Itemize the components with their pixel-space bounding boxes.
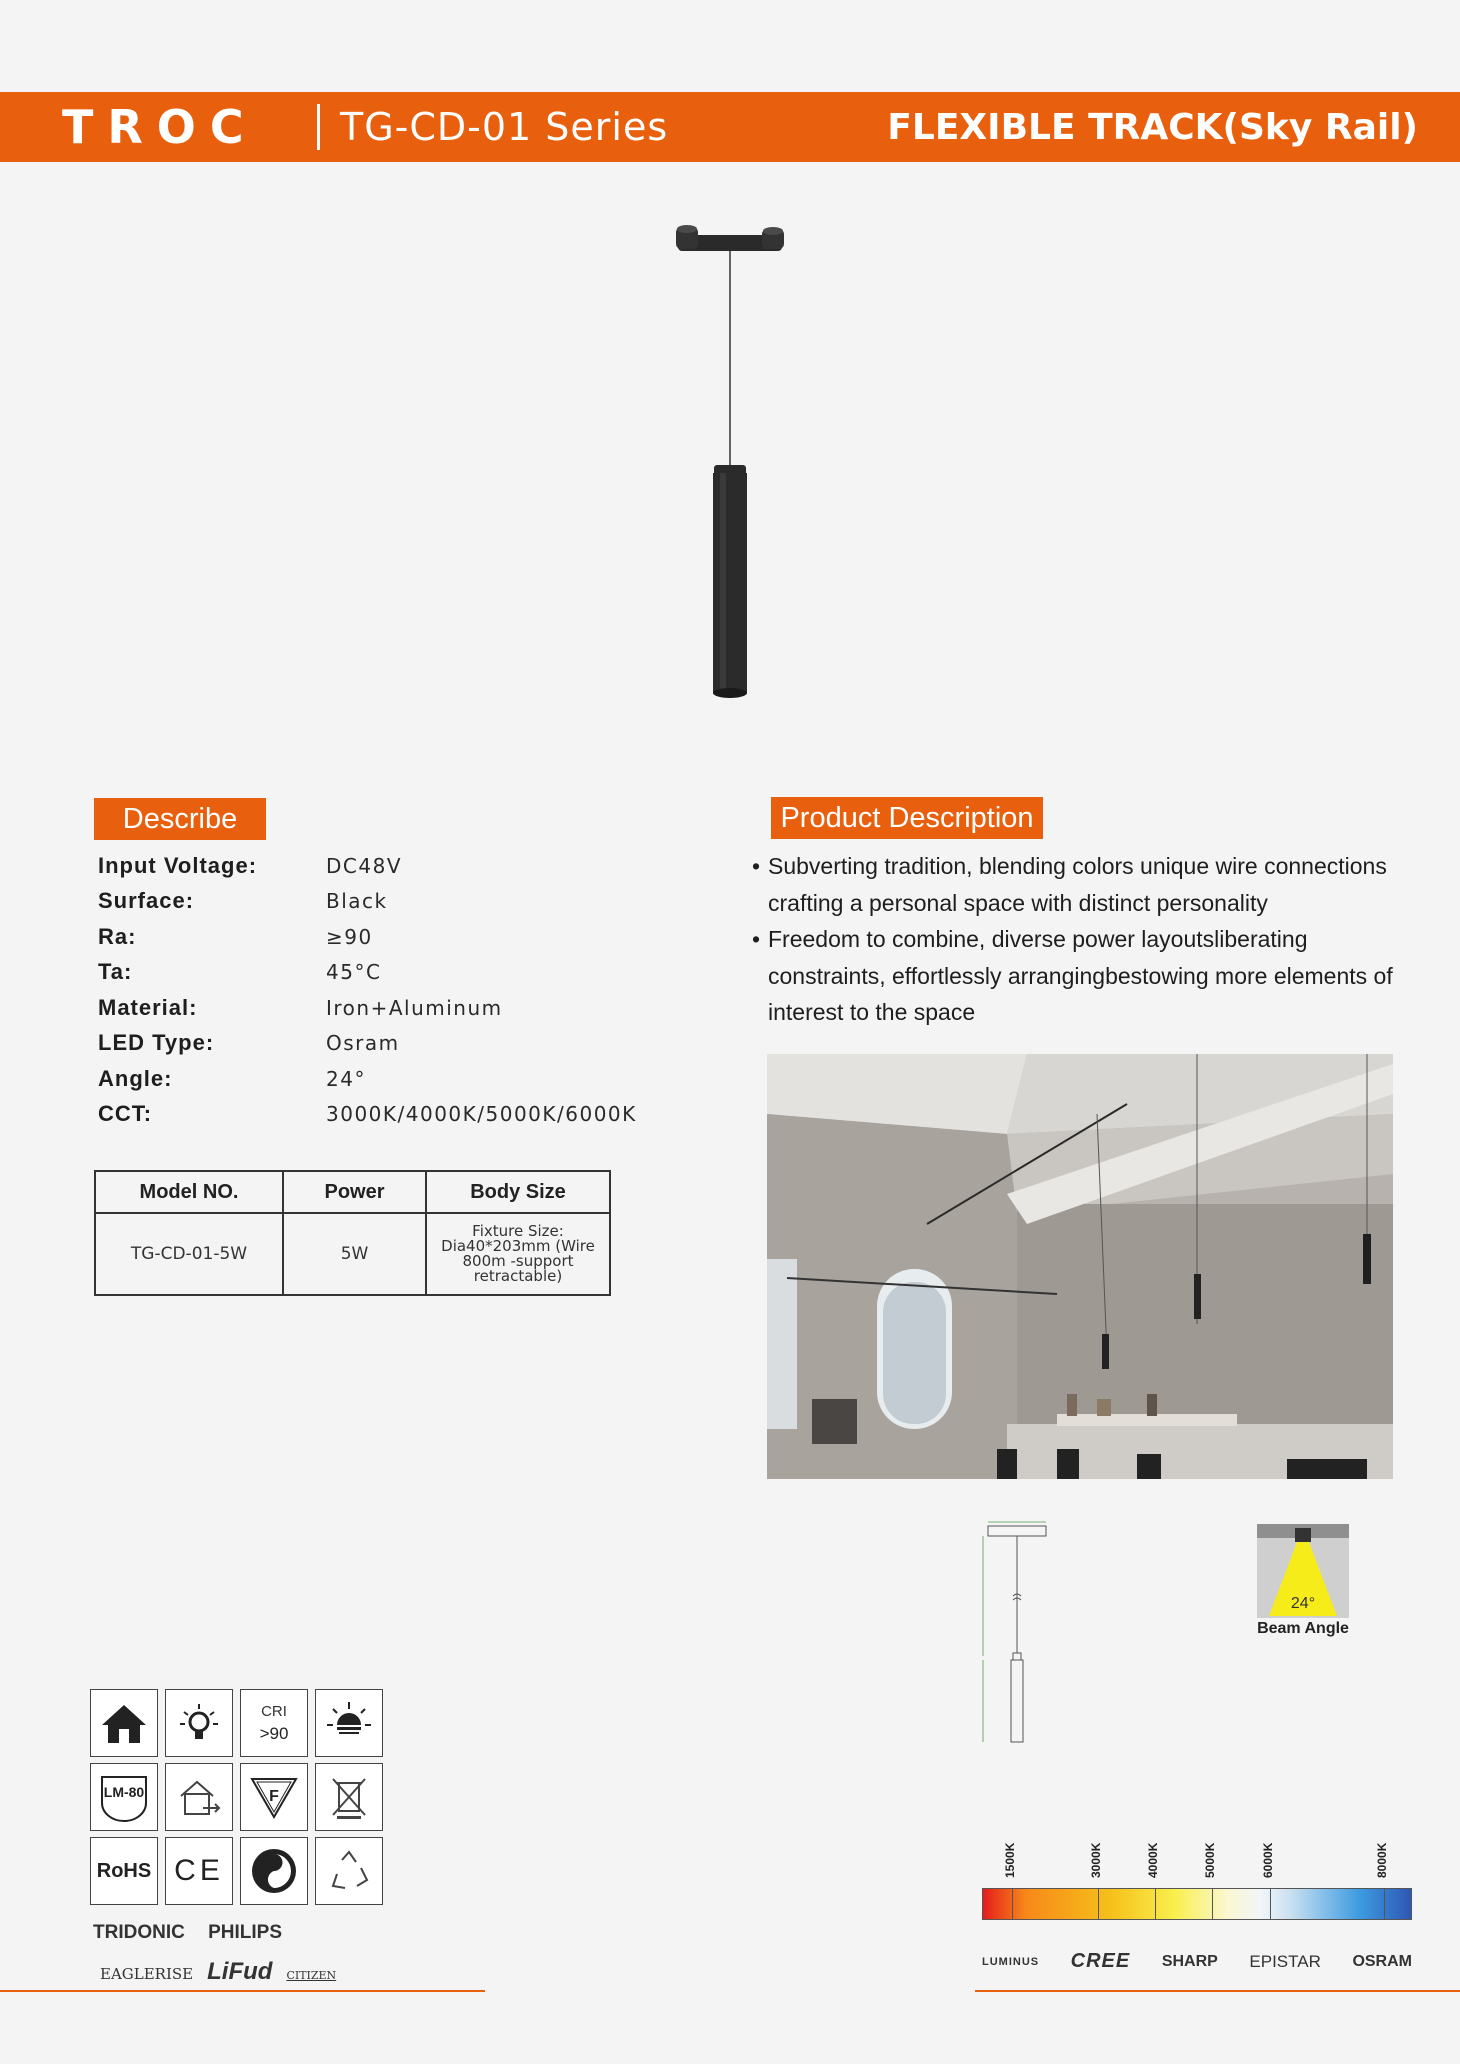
cct-tick: [1012, 1889, 1013, 1919]
cct-tick: [1384, 1889, 1385, 1919]
bullet-text: Subverting tradition, blending colors unique wire connections crafting a personal space with distinct personality: [768, 853, 1387, 916]
spec-label: Angle:: [98, 1065, 173, 1091]
spec-label: Ra:: [98, 923, 137, 949]
spec-value: Osram: [326, 1031, 400, 1056]
brand-eaglerise: EAGLERISE: [100, 1965, 194, 1983]
cct-label: 5000K: [1203, 1842, 1218, 1878]
beam-angle-label: Beam Angle: [1257, 1620, 1349, 1637]
brand-lifud: LiFud: [207, 1958, 273, 1985]
cri-label: CRI: [261, 1702, 287, 1720]
spec-value: 24°: [326, 1066, 366, 1091]
product-description-tag: Product Description: [771, 797, 1043, 839]
beam-angle-value: 24°: [1290, 1595, 1316, 1612]
cct-label: 6000K: [1260, 1842, 1275, 1878]
describe-tag: Describe: [94, 798, 266, 840]
brand-citizen: CITIZEN: [286, 1969, 337, 1982]
brand-luminus: LUMINUS: [982, 1955, 1040, 1968]
brand-epistar: EPISTAR: [1249, 1951, 1321, 1971]
cct-tick: [1155, 1889, 1156, 1919]
rohs-label: RoHS: [96, 1859, 152, 1882]
spec-value: ≥90: [326, 924, 373, 949]
cct-tick: [1212, 1889, 1213, 1919]
header-bar: [0, 92, 1460, 162]
spec-row: [98, 884, 698, 920]
brand-sharp: SHARP: [1161, 1952, 1218, 1970]
spec-value: Black: [326, 889, 388, 914]
footer-line-left: [0, 1990, 485, 1992]
spec-value: DC48V: [326, 853, 402, 878]
product-pendant-image: [660, 215, 800, 705]
brand-tridonic: TRIDONIC: [93, 1922, 185, 1943]
bullet-text: Freedom to combine, diverse power layoutsliberating constraints, effortlessly arrangingbestowing more elements of interest to the space: [768, 926, 1393, 1025]
table-cell-size: Fixture Size: Dia40*203mm (Wire 800m -support retractable): [426, 1213, 610, 1295]
brand-philips: PHILIPS: [208, 1922, 283, 1943]
rohs-icon: [90, 1837, 158, 1905]
interior-photo: [767, 1054, 1393, 1479]
spec-label: CCT:: [98, 1101, 153, 1127]
beam-angle-diagram: [1257, 1524, 1349, 1618]
cct-label: 3000K: [1088, 1842, 1103, 1878]
lm80-icon: [90, 1763, 158, 1831]
table-row: [95, 1213, 610, 1295]
spec-row: [98, 1026, 698, 1062]
footer-line-right: [975, 1990, 1460, 1992]
house-arrow-icon: [165, 1763, 233, 1831]
table-header: Body Size: [426, 1171, 610, 1213]
recycle-icon: [315, 1837, 383, 1905]
spec-label: LED Type:: [98, 1030, 215, 1056]
spec-label: Surface:: [98, 888, 195, 914]
cct-label: 1500K: [1002, 1842, 1017, 1878]
list-item: • Subverting tradition, blending colors unique wire connections crafting a personal space with distinct personality: [752, 848, 1402, 921]
table-header-row: [95, 1171, 610, 1213]
ce-label: CE: [174, 1854, 224, 1887]
cct-tick: [1270, 1889, 1271, 1919]
table-header: Power: [283, 1171, 426, 1213]
f-mark-label: F: [269, 1788, 279, 1805]
f-mark-icon: [240, 1763, 308, 1831]
cct-scale-labels: [982, 1838, 1412, 1878]
brand-logos-left-row2: [100, 1958, 336, 1986]
cct-tick: [1098, 1889, 1099, 1919]
list-item: • Freedom to combine, diverse power layoutsliberating constraints, effortlessly arrangingbestowing more elements of interest to the space: [752, 921, 1402, 1031]
spec-label: Material:: [98, 994, 198, 1020]
brand-cree: CREE: [1070, 1950, 1131, 1972]
header-divider: [317, 104, 320, 150]
brand-logos-right: [982, 1950, 1412, 1973]
spec-label: Input Voltage:: [98, 852, 258, 878]
ce-icon: [165, 1837, 233, 1905]
cct-label: 4000K: [1146, 1842, 1160, 1878]
cri-icon: [240, 1689, 308, 1757]
spec-label: Ta:: [98, 959, 133, 985]
table-cell-power: 5W: [283, 1213, 426, 1295]
home-icon: [90, 1689, 158, 1757]
brand-osram: OSRAM: [1352, 1952, 1412, 1970]
spec-value: Iron+Aluminum: [326, 995, 503, 1020]
spec-list: [98, 848, 698, 1132]
product-description-list: [752, 848, 1402, 1031]
spec-row: [98, 955, 698, 991]
weee-bin-icon: [315, 1763, 383, 1831]
spec-row: [98, 1097, 698, 1133]
lm80-label: LM-80: [103, 1784, 145, 1800]
cct-label: 8000K: [1375, 1842, 1390, 1878]
spec-value: 45°C: [326, 960, 382, 985]
table-header: Model NO.: [95, 1171, 283, 1213]
spec-row: [98, 990, 698, 1026]
bulb-icon: [165, 1689, 233, 1757]
category-title: FLEXIBLE TRACK(Sky Rail): [887, 106, 1418, 148]
model-table: [94, 1170, 611, 1296]
spec-row: [98, 848, 698, 884]
certification-icons: [90, 1689, 383, 1905]
spec-row: [98, 919, 698, 955]
dimension-drawing: [980, 1518, 1060, 1748]
brand-logo: TROC: [62, 100, 258, 154]
series-title: TG-CD-01 Series: [340, 105, 669, 149]
table-cell-model: TG-CD-01-5W: [95, 1213, 283, 1295]
spec-row: [98, 1061, 698, 1097]
spec-value: 3000K/4000K/5000K/6000K: [326, 1102, 637, 1127]
cct-color-bar: [982, 1888, 1412, 1920]
green-dot-icon: [240, 1837, 308, 1905]
sun-icon: [315, 1689, 383, 1757]
cri-value: >90: [259, 1723, 289, 1743]
brand-logos-left: [93, 1922, 300, 1944]
